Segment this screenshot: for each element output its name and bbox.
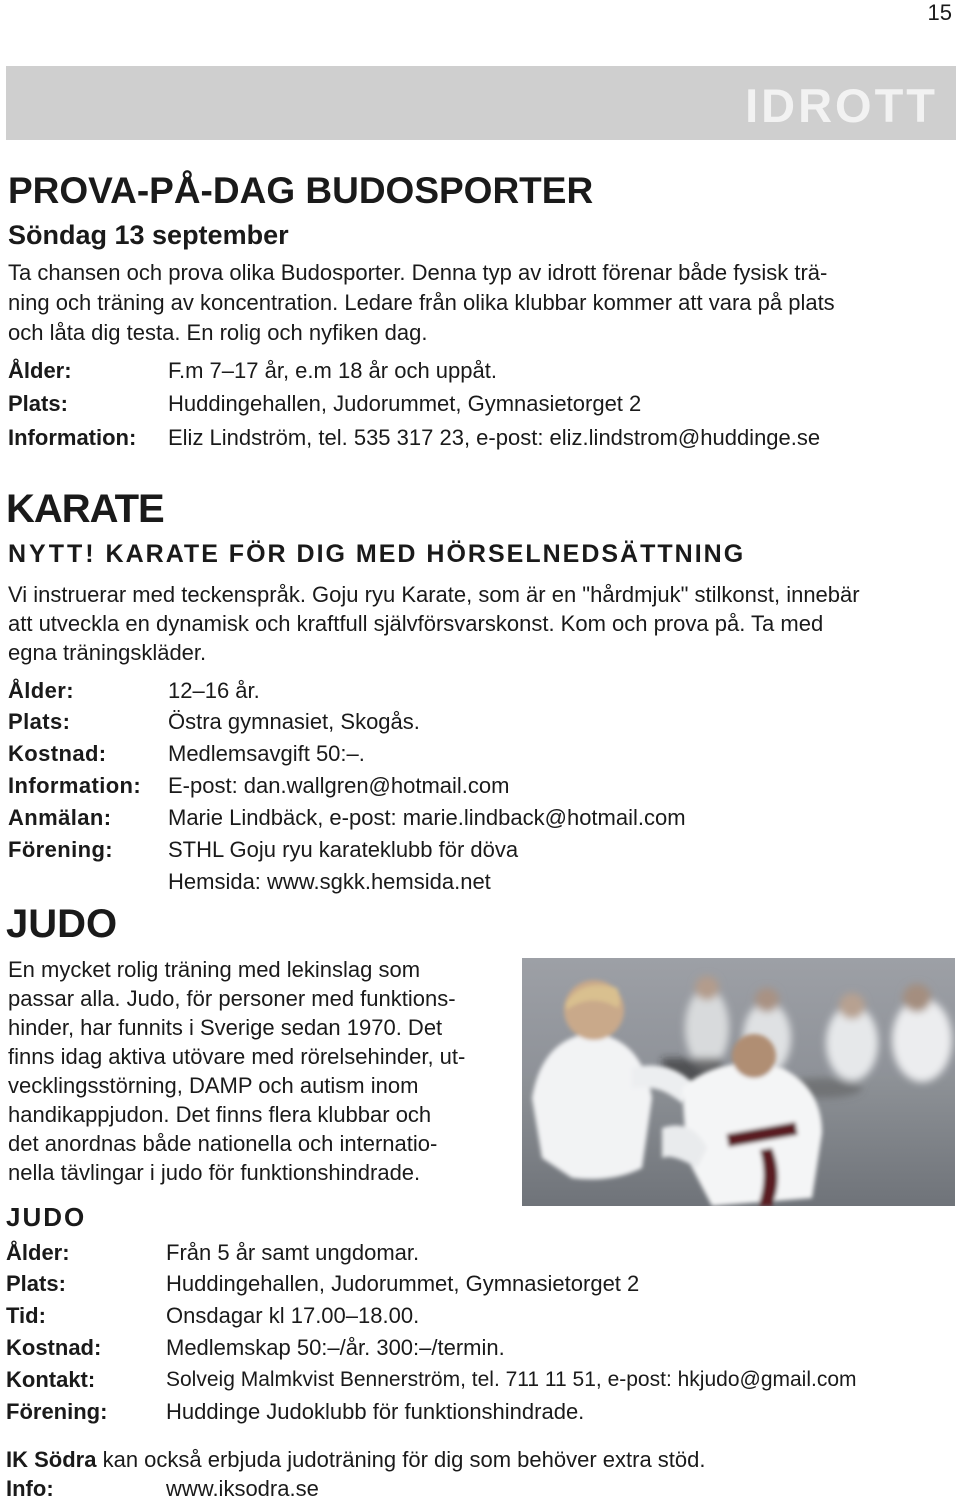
budo-title: PROVA-PÅ-DAG BUDOSPORTER [8, 170, 594, 211]
detail-label: Ålder: [8, 358, 72, 383]
judo-text-line: handikappjudon. Det finns flera klubbar och [8, 1102, 432, 1127]
detail-value: Onsdagar kl 17.00–18.00. [166, 1303, 420, 1328]
detail-value: Huddinge Judoklubb för funktionshindrade. [166, 1399, 585, 1424]
detail-value: 12–16 år. [168, 678, 260, 703]
page-number: 15 [927, 0, 952, 25]
budo-text-line: ning och träning av koncentration. Ledare från olika klubbar kommer att vara på plats [8, 290, 835, 315]
judo-text-line: det anordnas både nationella och internatio- [8, 1131, 438, 1156]
judo-text-line: vecklingsstörning, DAMP och autism inom [8, 1073, 419, 1098]
judo-text-line: passar alla. Judo, för personer med funktions- [8, 986, 456, 1011]
detail-label: Ålder: [8, 678, 74, 703]
detail-label: Information: [8, 773, 142, 798]
detail-value: Huddingehallen, Judorummet, Gymnasietorget 2 [166, 1271, 640, 1296]
detail-label: Anmälan: [8, 805, 112, 830]
karate-subtitle [8, 540, 745, 569]
detail-value: Medlemsavgift 50:–. [168, 741, 365, 766]
karate-text-line: Vi instruerar med teckenspråk. Goju ryu Karate, som är en "hårdmjuk" stilkonst, innebär [8, 582, 860, 607]
detail-label: Kostnad: [8, 741, 107, 766]
detail-label: Förening: [6, 1399, 108, 1424]
detail-label: Info: [6, 1476, 54, 1501]
budo-date: Söndag 13 september [8, 220, 289, 250]
judo-text-line: En mycket rolig träning med lekinslag som [8, 957, 421, 982]
judo-subtitle: JUDO [6, 1202, 87, 1232]
detail-value: Huddingehallen, Judorummet, Gymnasietorget 2 [168, 391, 642, 416]
detail-value: F.m 7–17 år, e.m 18 år och uppåt. [168, 358, 497, 383]
detail-label: Plats: [8, 391, 68, 416]
detail-label: Information: [8, 425, 137, 450]
detail-value: Hemsida: www.sgkk.hemsida.net [168, 869, 491, 894]
karate-text-line: egna träningskläder. [8, 640, 207, 665]
footer-org: IK Södra [6, 1447, 97, 1472]
judo-photo [522, 958, 955, 1206]
section-banner-title: IDROTT [745, 79, 938, 132]
detail-label: Tid: [6, 1303, 46, 1328]
karate-new-label: NYTT! [8, 540, 97, 568]
karate-title: KARATE [6, 487, 164, 531]
judo-text-line: nella tävlingar i judo för funktionshindrade. [8, 1160, 421, 1185]
detail-value: Från 5 år samt ungdomar. [166, 1240, 420, 1265]
detail-label: Kontakt: [6, 1367, 96, 1392]
karate-text-line: att utveckla en dynamisk och kraftfull självförsvarskonst. Kom och prova på. Ta med [8, 611, 824, 636]
detail-value: Eliz Lindström, tel. 535 317 23, e-post: eliz.lindstrom@huddinge.se [168, 425, 821, 450]
judo-photo-image [522, 958, 955, 1206]
judo-title: JUDO [6, 902, 118, 946]
detail-label: Kostnad: [6, 1335, 102, 1360]
budo-text-line: och låta dig testa. En rolig och nyfiken dag. [8, 320, 428, 345]
footer-note [6, 1445, 706, 1474]
detail-value: Solveig Malmkvist Bennerström, tel. 711 11 51, e-post: hkjudo@gmail.com [166, 1368, 857, 1391]
detail-value: Östra gymnasiet, Skogås. [168, 709, 420, 734]
judo-text-line: hinder, har funnits i Sverige sedan 1970. Det [8, 1015, 443, 1040]
karate-subtitle-text: KARATE FÖR DIG MED HÖRSELNEDSÄTTNING [96, 540, 746, 568]
detail-label: Förening: [8, 837, 114, 862]
detail-value: www.iksodra.se [166, 1476, 319, 1501]
detail-value: Medlemskap 50:–/år. 300:–/termin. [166, 1335, 505, 1360]
footer-text: kan också erbjuda judoträning för dig som behöver extra stöd. [96, 1447, 706, 1472]
detail-value: E-post: dan.wallgren@hotmail.com [168, 773, 510, 798]
detail-label: Ålder: [6, 1240, 70, 1265]
judo-text-line: finns idag aktiva utövare med rörelsehinder, ut- [8, 1044, 466, 1069]
detail-value: STHL Goju ryu karateklubb för döva [168, 837, 519, 862]
detail-label: Plats: [8, 709, 71, 734]
detail-value: Marie Lindbäck, e-post: marie.lindback@hotmail.com [168, 805, 686, 830]
budo-text-line: Ta chansen och prova olika Budosporter. Denna typ av idrott förenar både fysisk trä- [8, 260, 828, 285]
detail-label: Plats: [6, 1271, 66, 1296]
